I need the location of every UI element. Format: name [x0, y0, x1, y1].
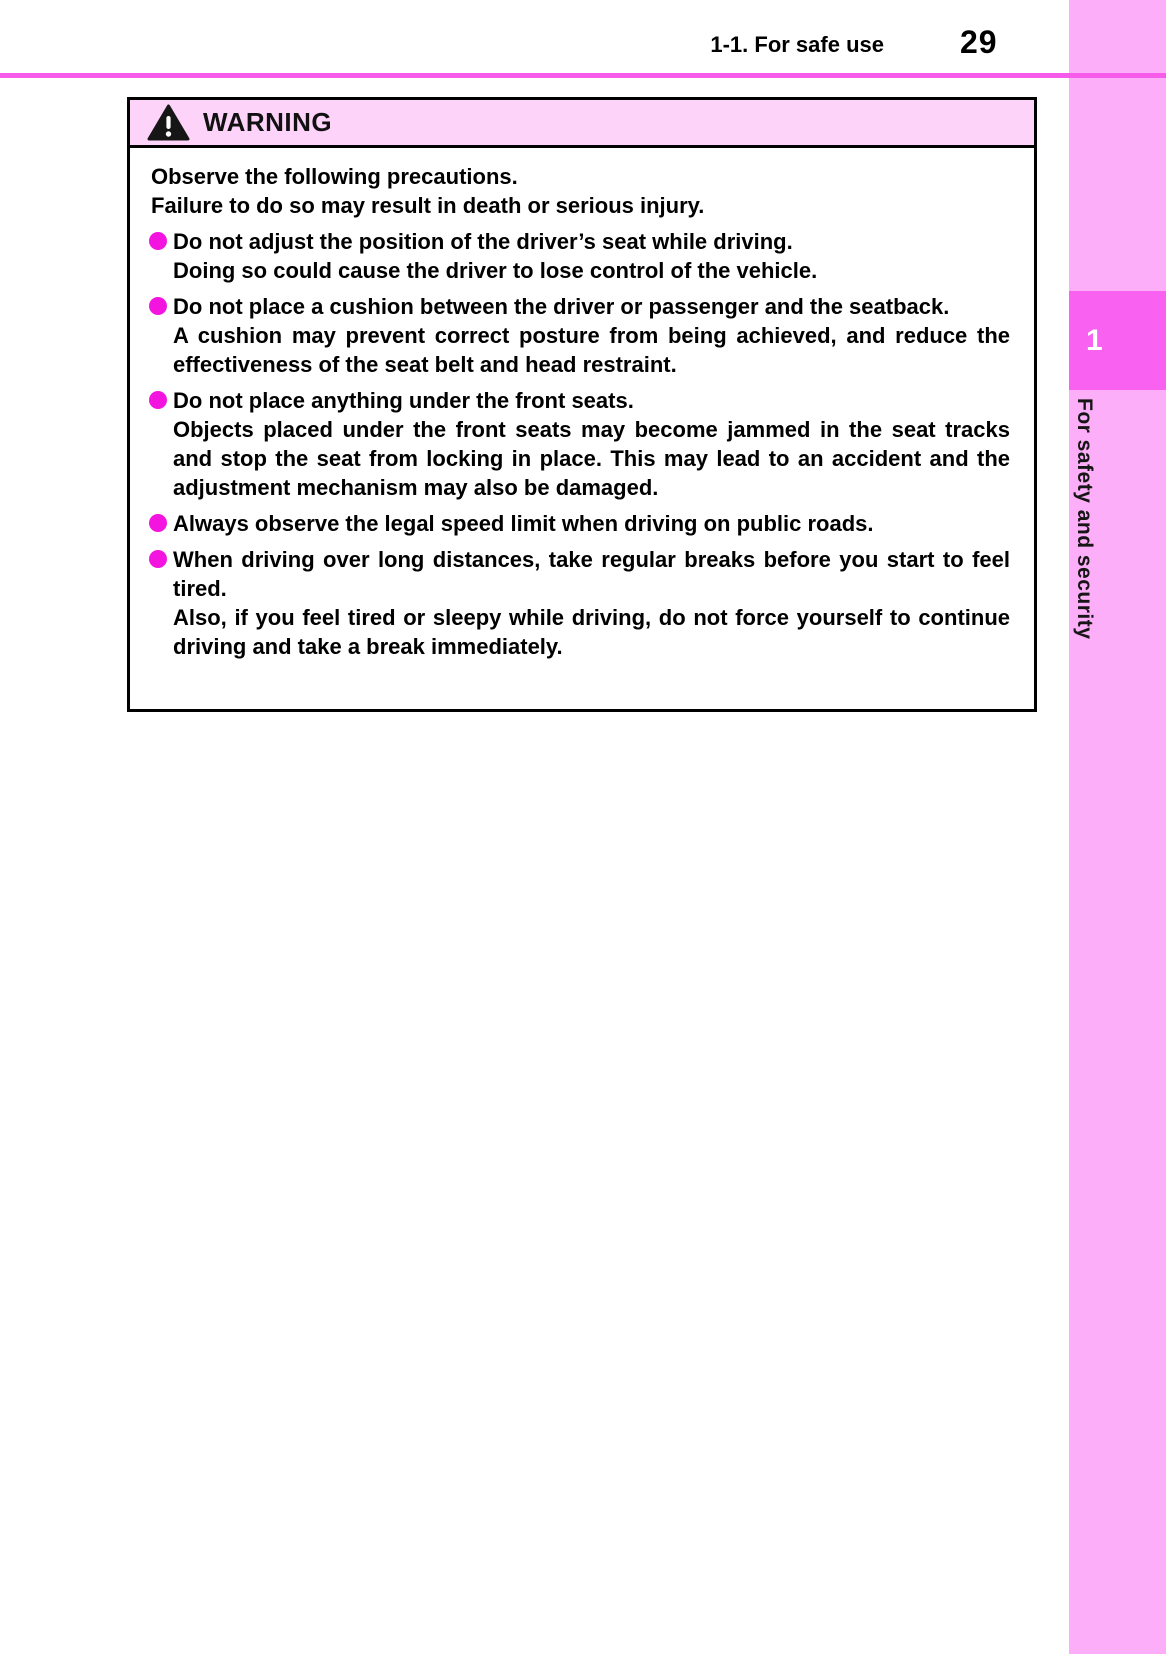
- intro-line: Failure to do so may result in death or serious injury.: [151, 193, 705, 218]
- bullet-icon: [149, 514, 167, 532]
- warning-header: [130, 100, 1034, 148]
- warning-body: [130, 148, 1034, 661]
- chapter-tab: [1069, 291, 1166, 390]
- warning-item-body: Objects placed under the front seats may become jammed in the seat tracks and stop the seat from locking in place. This may lead to an accident and the adjustment mechanism may also be damaged.: [173, 417, 1010, 500]
- warning-item-body: Also, if you feel tired or sleepy while driving, do not force yourself to continue driving and take a break immediately.: [173, 605, 1010, 659]
- section-title: 1-1. For safe use: [710, 32, 884, 57]
- warning-item: [151, 509, 1010, 538]
- warning-box: [127, 97, 1037, 712]
- warning-item-head: Do not place anything under the front seats.: [173, 388, 634, 413]
- warning-item: [151, 386, 1010, 502]
- warning-item-body: Doing so could cause the driver to lose control of the vehicle.: [173, 258, 818, 283]
- warning-triangle-icon: [147, 104, 190, 142]
- chapter-title-vertical: For safety and security: [1073, 398, 1096, 640]
- warning-item-head: Do not adjust the position of the driver’s seat while driving.: [173, 229, 793, 254]
- warning-item-head: When driving over long distances, take regular breaks before you start to feel tired.: [173, 547, 1010, 601]
- warning-title: WARNING: [203, 107, 333, 137]
- bullet-icon: [149, 297, 167, 315]
- intro-line: Observe the following precautions.: [151, 164, 518, 189]
- header-rule: [0, 73, 1166, 78]
- page-number: 29: [960, 24, 998, 60]
- warning-item-head: Do not place a cushion between the driver or passenger and the seatback.: [173, 294, 950, 319]
- chapter-number: 1: [1086, 323, 1103, 357]
- warning-item: [151, 545, 1010, 661]
- warning-intro: [151, 162, 1010, 220]
- warning-item: [151, 292, 1010, 379]
- bullet-icon: [149, 391, 167, 409]
- bullet-icon: [149, 550, 167, 568]
- warning-item-body: A cushion may prevent correct posture from being achieved, and reduce the effectiveness of the seat belt and head restraint.: [173, 323, 1010, 377]
- chapter-sidebar: [1069, 0, 1166, 1654]
- warning-item: [151, 227, 1010, 285]
- bullet-icon: [149, 232, 167, 250]
- warning-item-head: Always observe the legal speed limit when driving on public roads.: [173, 511, 874, 536]
